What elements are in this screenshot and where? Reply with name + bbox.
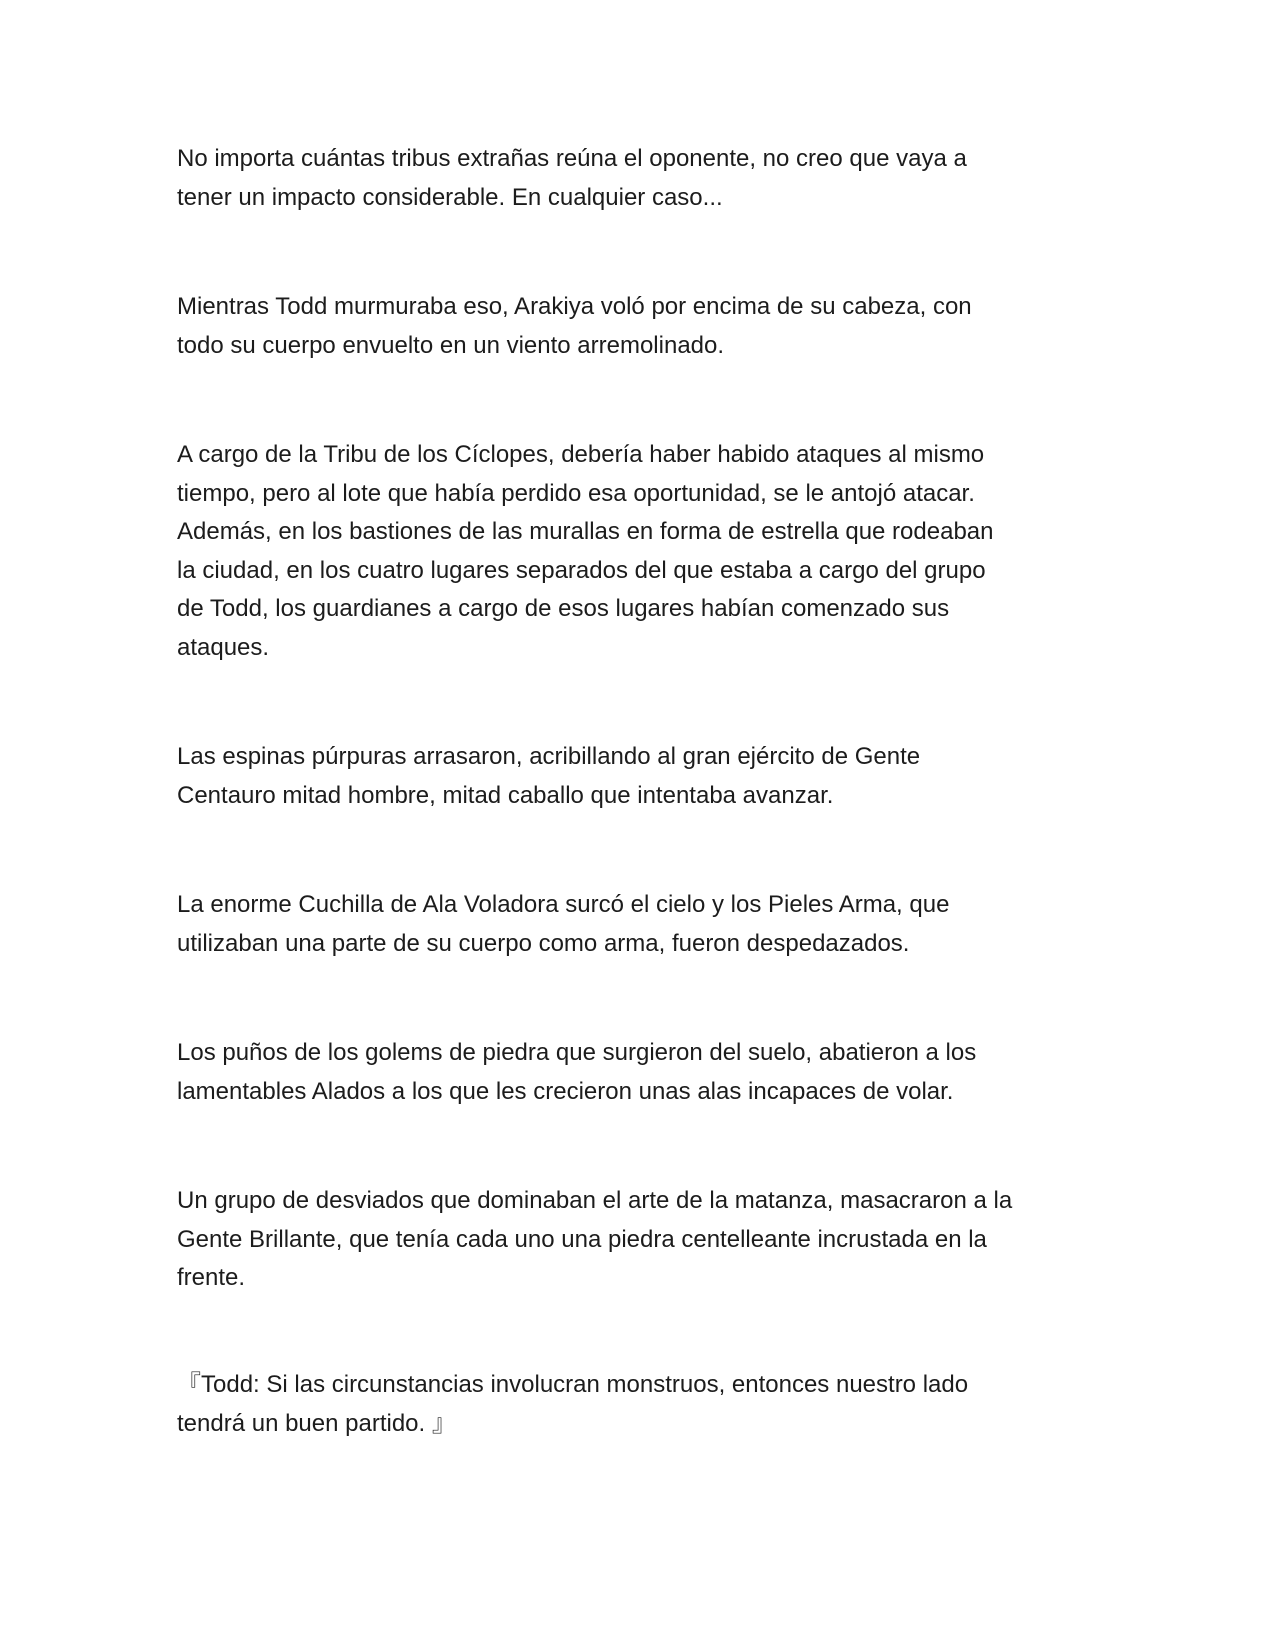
paragraph-2: Mientras Todd murmuraba eso, Arakiya voló por encima de su cabeza, con todo su cuerpo envuelto en un viento arremolinado.	[177, 293, 972, 359]
paragraph-4: Las espinas púrpuras arrasaron, acribillando al gran ejército de Gente Centauro mitad hombre, mitad caballo que intentaba avanzar.	[177, 743, 921, 809]
paragraph-6: Los puños de los golems de piedra que surgieron del suelo, abatieron a los lamentables Alados a los que les crecieron unas alas incapaces de volar.	[177, 1039, 977, 1105]
paragraph-3: A cargo de la Tribu de los Cíclopes, debería haber habido ataques al mismo tiempo, pero al lote que había perdido esa oportunidad, se le antojó atacar. Además, en los bastiones de las murallas en forma de estrella que rodeaban la ciudad, en los cuatro lugares separados del que estaba a cargo del grupo de Todd, los guardianes a cargo de esos lugares habían comenzado sus ataques.	[177, 441, 994, 661]
paragraph-1: No importa cuántas tribus extrañas reúna el oponente, no creo que vaya a tener un impacto considerable. En cualquier caso...	[177, 145, 967, 211]
paragraph-7: Un grupo de desviados que dominaban el arte de la matanza, masacraron a la Gente Brillante, que tenía cada uno una piedra centelleante incrustada en la frente.	[177, 1187, 1013, 1291]
paragraph-8-dialogue: 『Todd: Si las circunstancias involucran monstruos, entonces nuestro lado tendrá un buen partido. 』	[177, 1371, 969, 1437]
paragraph-5: La enorme Cuchilla de Ala Voladora surcó el cielo y los Pieles Arma, que utilizaban una parte de su cuerpo como arma, fueron despedazados.	[177, 891, 950, 957]
